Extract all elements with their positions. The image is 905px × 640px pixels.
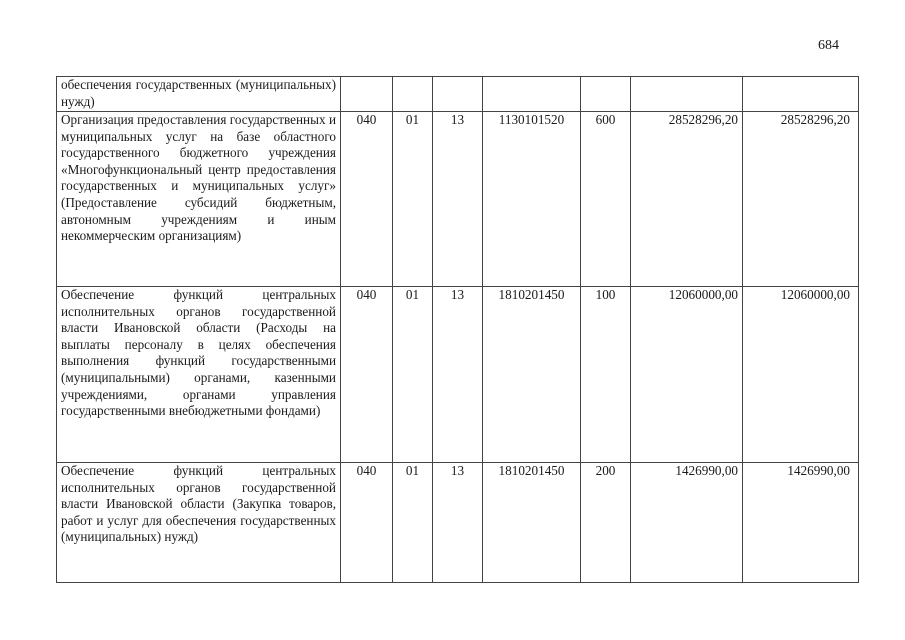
expense-type-code: 100 [581, 287, 631, 463]
amount-2: 28528296,20 [743, 112, 859, 287]
section-code [393, 77, 433, 112]
amount-1 [631, 77, 743, 112]
expense-type-code [581, 77, 631, 112]
ministry-code: 040 [341, 287, 393, 463]
amount-2: 1426990,00 [743, 463, 859, 583]
table-row [57, 287, 859, 463]
subsection-code: 13 [433, 112, 483, 287]
ministry-code [341, 77, 393, 112]
table-row [57, 77, 859, 112]
amount-2 [743, 77, 859, 112]
amount-1: 28528296,20 [631, 112, 743, 287]
table-row [57, 112, 859, 287]
target-article-code: 1810201450 [483, 463, 581, 583]
subsection-code: 13 [433, 287, 483, 463]
target-article-code: 1130101520 [483, 112, 581, 287]
expense-type-code: 600 [581, 112, 631, 287]
target-article-code: 1810201450 [483, 287, 581, 463]
row-description: Обеспечение функций центральных исполнительных органов государственной власти Ивановской области (Закупка товаров, работ и услуг для обеспечения государственных (муниципальных) нужд) [57, 463, 341, 583]
row-description: обеспечения государственных (муниципальных) нужд) [57, 77, 341, 112]
section-code: 01 [393, 112, 433, 287]
section-code: 01 [393, 287, 433, 463]
amount-2: 12060000,00 [743, 287, 859, 463]
budget-table [56, 76, 859, 583]
ministry-code: 040 [341, 112, 393, 287]
row-description: Организация предоставления государственных и муниципальных услуг на базе областного государственного бюджетного учреждения «Многофункциональный центр предоставления государственных и муниципальных услуг» (Предоставление субсидий бюджетным, автономным учреждениям и иным некоммерческим организациям) [57, 112, 341, 287]
amount-1: 12060000,00 [631, 287, 743, 463]
amount-1: 1426990,00 [631, 463, 743, 583]
target-article-code [483, 77, 581, 112]
subsection-code [433, 77, 483, 112]
ministry-code: 040 [341, 463, 393, 583]
table-row [57, 463, 859, 583]
page-number: 684 [818, 38, 839, 53]
row-description: Обеспечение функций центральных исполнительных органов государственной власти Ивановской области (Расходы на выплаты персоналу в целях обеспечения выполнения функций государственными (муниципальными) органами, казенными учреждениями, органами управления государственными внебюджетными фондами) [57, 287, 341, 463]
section-code: 01 [393, 463, 433, 583]
subsection-code: 13 [433, 463, 483, 583]
expense-type-code: 200 [581, 463, 631, 583]
